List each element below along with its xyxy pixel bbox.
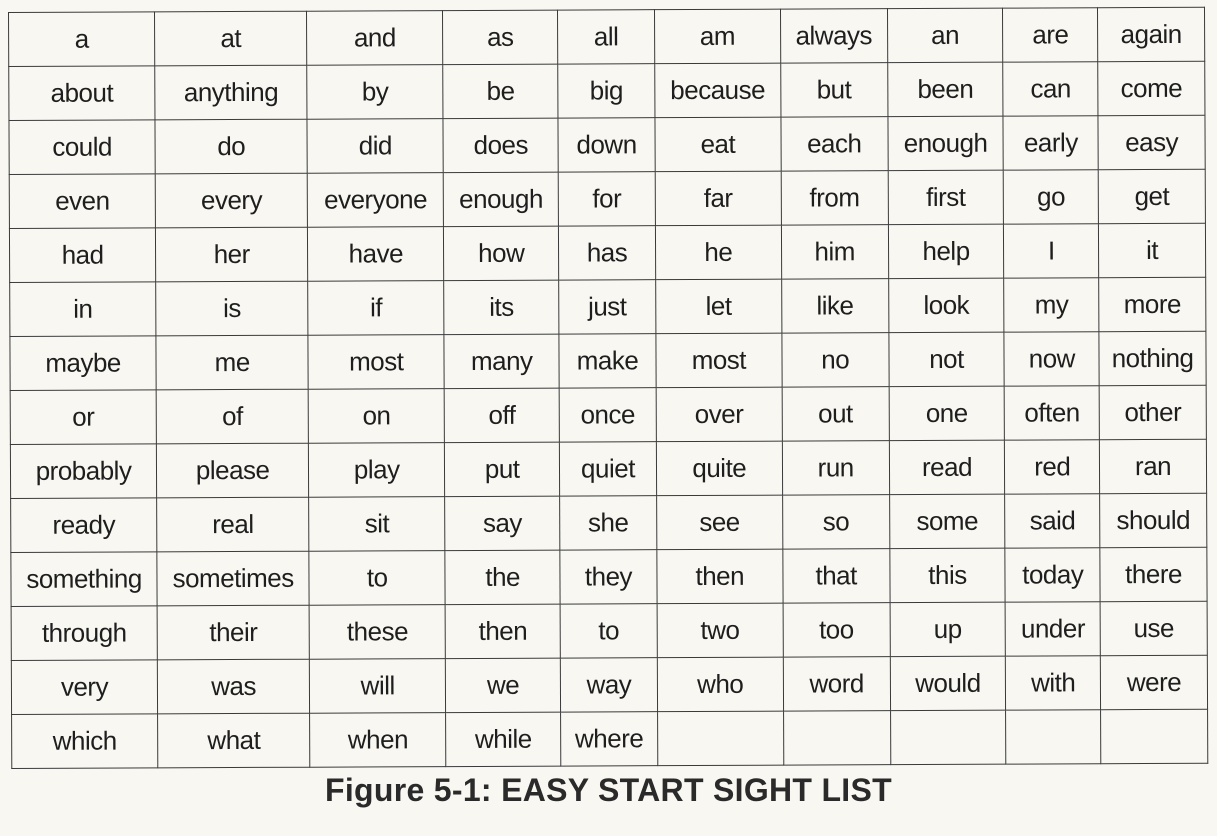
sight-word-cell: him	[781, 225, 888, 279]
table-row	[11, 493, 1207, 552]
sight-word-cell: other	[1099, 385, 1206, 439]
sight-word-cell: two	[657, 603, 783, 658]
sight-word-cell: had	[9, 228, 155, 283]
sight-word-cell: to	[309, 551, 445, 606]
sight-word-cell: quite	[656, 441, 782, 496]
sight-word-cell: each	[781, 117, 888, 171]
sight-word-cell: play	[309, 443, 445, 498]
sight-word-cell: when	[310, 713, 446, 768]
table-row	[10, 277, 1206, 336]
sight-word-cell: big	[558, 64, 655, 118]
sight-word-cell: one	[889, 386, 1005, 441]
sight-word-cell: were	[1100, 655, 1207, 709]
sight-word-cell: way	[560, 658, 657, 712]
sight-word-cell: now	[1004, 332, 1099, 386]
sight-word-cell: word	[783, 657, 890, 711]
sight-word-cell: again	[1098, 7, 1205, 61]
sight-word-cell: am	[654, 9, 780, 64]
table-row	[9, 115, 1205, 174]
sight-word-cell: go	[1004, 170, 1099, 224]
sight-word-cell: she	[560, 496, 657, 550]
sight-word-cell: through	[11, 606, 157, 661]
sight-word-cell: like	[781, 279, 888, 333]
sight-word-cell: while	[446, 712, 561, 767]
table-row	[9, 7, 1205, 66]
table-row	[9, 223, 1205, 282]
sight-word-cell: its	[444, 280, 559, 335]
sight-word-cell: enough	[443, 172, 558, 227]
table-row	[11, 547, 1207, 606]
sight-word-cell: probably	[10, 444, 156, 499]
sight-word-cell: but	[780, 63, 887, 117]
sight-word-cell: it	[1099, 223, 1206, 277]
sight-word-cell: early	[1003, 116, 1098, 170]
table-row	[9, 169, 1205, 228]
sight-word-cell: please	[156, 443, 308, 498]
sight-word-cell: then	[657, 549, 783, 604]
sight-word-cell: on	[308, 389, 444, 444]
sight-word-cell: a	[9, 12, 155, 67]
sight-word-cell: nothing	[1099, 331, 1206, 385]
sight-word-cell: up	[890, 602, 1006, 657]
sight-word-cell: come	[1098, 61, 1205, 115]
sight-word-cell: red	[1005, 440, 1100, 494]
sight-word-cell: enough	[888, 116, 1004, 171]
sight-word-cell: maybe	[10, 336, 156, 391]
sight-word-cell: sit	[309, 497, 445, 552]
sight-word-cell: with	[1006, 656, 1101, 710]
sight-word-cell: as	[443, 10, 558, 65]
sight-word-cell: many	[444, 334, 559, 389]
sight-word-cell: look	[888, 278, 1004, 333]
sight-word-cell: could	[9, 120, 155, 175]
sight-word-cell: quiet	[559, 442, 656, 496]
sight-word-cell: all	[558, 10, 655, 64]
sight-word-cell: every	[155, 173, 307, 228]
sight-word-cell: read	[889, 440, 1005, 495]
sight-word-cell: down	[558, 118, 655, 172]
sight-word-cell: there	[1100, 547, 1207, 601]
sight-word-cell: and	[307, 11, 443, 66]
sight-word-cell: said	[1005, 494, 1100, 548]
sight-word-cell: far	[655, 171, 781, 226]
sight-word-cell: always	[780, 9, 887, 63]
table-row	[9, 61, 1205, 120]
sight-word-cell: what	[158, 713, 310, 768]
sight-word-cell: out	[782, 387, 889, 441]
empty-cell	[890, 710, 1006, 765]
sight-word-cell: can	[1003, 62, 1098, 116]
sight-word-cell: been	[887, 62, 1003, 117]
empty-cell	[1101, 709, 1208, 763]
sight-word-cell: should	[1100, 493, 1207, 547]
sight-word-cell: first	[888, 170, 1004, 225]
sight-word-cell: to	[560, 604, 657, 658]
sight-word-cell: will	[310, 659, 446, 714]
sight-word-cell: an	[887, 8, 1003, 63]
sight-word-cell: where	[561, 712, 658, 766]
sight-word-table-body	[9, 7, 1208, 768]
table-row	[11, 601, 1207, 660]
sight-word-cell: this	[889, 548, 1005, 603]
sight-word-cell: if	[308, 281, 444, 336]
sight-word-cell: off	[444, 388, 559, 443]
sight-word-cell: under	[1006, 602, 1101, 656]
figure-caption: Figure 5-1: EASY START SIGHT LIST	[325, 772, 892, 808]
sight-word-cell: ready	[11, 498, 157, 553]
sight-word-cell: some	[889, 494, 1005, 549]
sight-word-cell: her	[156, 227, 308, 282]
sight-word-cell: real	[157, 497, 309, 552]
sight-word-cell: see	[656, 495, 782, 550]
empty-cell	[1006, 710, 1101, 764]
sight-word-cell: would	[890, 656, 1006, 711]
table-row	[10, 385, 1206, 444]
sight-word-cell: get	[1098, 169, 1205, 223]
sight-word-cell: be	[443, 64, 558, 119]
sight-word-cell: has	[559, 226, 656, 280]
sight-word-cell: so	[782, 495, 889, 549]
sight-word-cell: let	[656, 279, 782, 334]
sight-word-cell: even	[9, 174, 155, 229]
sight-word-cell: everyone	[307, 173, 443, 228]
sight-word-cell: something	[11, 552, 157, 607]
sight-word-cell: today	[1005, 548, 1100, 602]
sight-word-cell: once	[559, 388, 656, 442]
sight-word-cell: these	[309, 605, 445, 660]
sight-word-cell: too	[783, 603, 890, 657]
sight-word-cell: from	[781, 171, 888, 225]
sight-word-cell: which	[12, 714, 158, 769]
sight-word-cell: often	[1005, 386, 1100, 440]
sight-word-cell: ran	[1100, 439, 1207, 493]
sight-word-cell: say	[445, 496, 560, 551]
table-row	[12, 709, 1208, 768]
sight-word-cell: does	[443, 118, 558, 173]
sight-word-cell: we	[446, 658, 561, 713]
sight-word-cell: by	[307, 65, 443, 120]
sight-word-cell: did	[307, 119, 443, 174]
sight-word-cell: their	[157, 605, 309, 660]
sight-word-cell: at	[155, 11, 307, 66]
sight-word-cell: my	[1004, 278, 1099, 332]
sight-word-cell: me	[156, 335, 308, 390]
sight-word-cell: have	[308, 227, 444, 282]
sight-word-cell: the	[445, 550, 560, 605]
sight-word-cell: use	[1100, 601, 1207, 655]
sight-word-cell: who	[657, 657, 783, 712]
sight-word-cell: was	[157, 659, 309, 714]
sight-word-cell: about	[9, 66, 155, 121]
empty-cell	[657, 711, 783, 766]
sight-word-cell: run	[782, 441, 889, 495]
sight-word-cell: over	[656, 387, 782, 442]
sight-word-cell: more	[1099, 277, 1206, 331]
sight-word-cell: then	[445, 604, 560, 659]
sight-word-cell: of	[156, 389, 308, 444]
sight-word-cell: eat	[655, 117, 781, 172]
table-row	[10, 331, 1206, 390]
sight-word-cell: because	[655, 63, 781, 118]
sight-word-cell: not	[888, 332, 1004, 387]
sight-word-cell: most	[308, 335, 444, 390]
sight-word-cell: make	[559, 334, 656, 388]
sight-word-cell: for	[558, 172, 655, 226]
sight-word-cell: sometimes	[157, 551, 309, 606]
sight-word-cell: is	[156, 281, 308, 336]
sight-word-cell: do	[155, 119, 307, 174]
sight-word-cell: or	[10, 390, 156, 445]
sight-word-cell: they	[560, 550, 657, 604]
table-row	[11, 655, 1207, 714]
empty-cell	[783, 711, 890, 765]
sight-word-cell: in	[10, 282, 156, 337]
sight-word-cell: he	[655, 225, 781, 280]
sight-word-table	[8, 7, 1208, 769]
sight-word-cell: help	[888, 224, 1004, 279]
sight-word-cell: anything	[155, 65, 307, 120]
sight-word-cell: that	[783, 549, 890, 603]
sight-word-cell: no	[782, 333, 889, 387]
sight-word-cell: most	[656, 333, 782, 388]
sight-word-cell: very	[11, 660, 157, 715]
sight-word-cell: put	[445, 442, 560, 497]
sight-word-cell: are	[1003, 8, 1098, 62]
table-row	[10, 439, 1206, 498]
sight-word-cell: easy	[1098, 115, 1205, 169]
sight-word-cell: I	[1004, 224, 1099, 278]
sight-word-cell: just	[559, 280, 656, 334]
sight-word-cell: how	[444, 226, 559, 281]
